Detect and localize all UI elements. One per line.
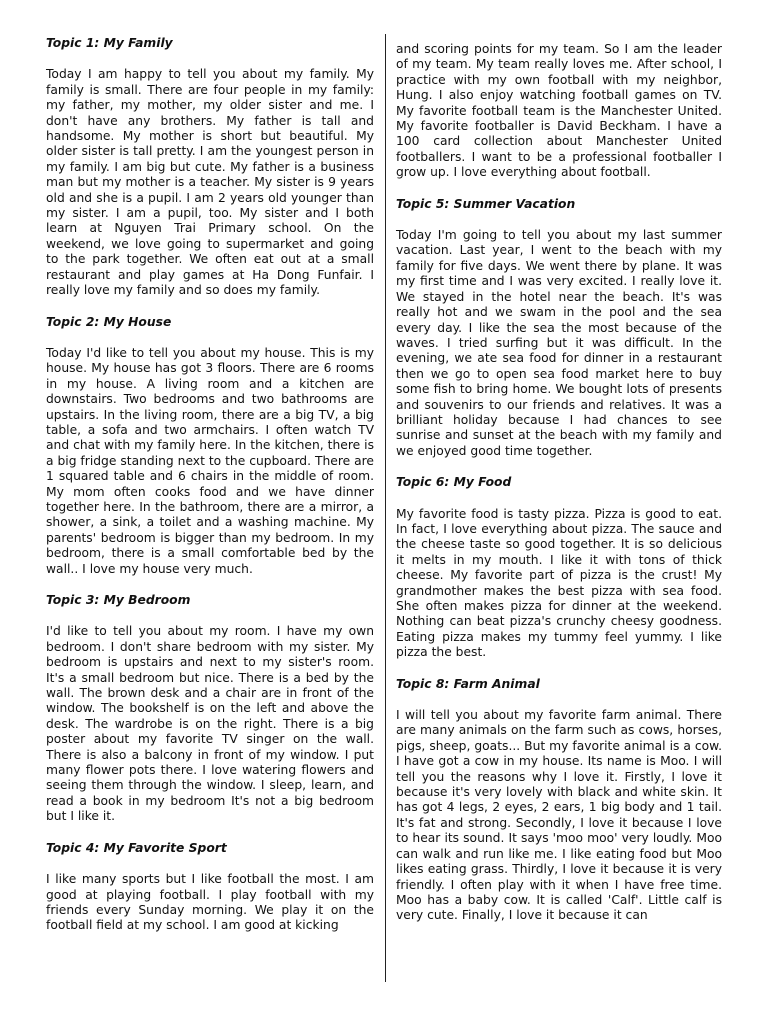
topic-4-continued-body: and scoring points for my team. So I am the leader of my team. My team really loves me. After school, I practice with my own football with my neighbor, Hung. I also enjoy watching football games on TV. My favorite football team is the Manchester United. My favorite footballer is David Beckham. I have a 100 card collection about Manchester United footballers. I want to be a professional footballer I grow up. I love everything about football. (396, 42, 722, 180)
topic-1-body: Today I am happy to tell you about my family. My family is small. There are four people in my family: my father, my mother, my older sister and me. I don't have any brothers. My father is tall and handsome. My mother is short but beautiful. My older sister is tall pretty. I am the youngest person in my family. I am big but cute. My father is a business man but my mother is a teacher. My sister is 9 years old and she is a pupil. I am 2 years old younger than my sister. I am a pupil, too. My sister and I both learn at Nguyen Trai Primary school. On the weekend, we love going to supermarket and going to the park together. We often eat out at a small restaurant and play games at Ha Dong Funfair. I really love my family and so does my family. (46, 67, 374, 298)
topic-3-title: Topic 3: My Bedroom (46, 593, 191, 607)
topic-4-title: Topic 4: My Favorite Sport (46, 840, 227, 855)
topic-6-body: My favorite food is tasty pizza. Pizza is good to eat. In fact, I love everything about pizza. The sauce and the cheese taste so good together. It is so delicious it melts in my mouth. I like it with tons of thick cheese. My favorite part of pizza is the crust! My grandmother makes the best pizza with sea food. She often makes pizza for dinner at the weekend. Nothing can beat pizza's crunchy cheesy goodness. Eating pizza makes my tummy feel yummy. I like pizza the best. (396, 506, 722, 660)
topic-5-body: Today I'm going to tell you about my last summer vacation. Last year, I went to the beach with my family for five days. We went there by plane. It was my first time and I was very excited. I really love it. We stayed in the hotel near the beach. It's was really hot and we swam in the pool and the sea every day. I like the sea the most because of the waves. I tried surfing but it was difficult. In the evening, we ate sea food for dinner in a restaurant then we go to open sea food market here to buy some fish to bring home. We bought lots of presents and souvenirs to our friends and relatives. It was a brilliant holiday because I had chances to see sunrise and sunset at the beach with my family and we enjoyed good time together. (396, 228, 722, 458)
topic-3-body: I'd like to tell you about my room. I have my own bedroom. I don't share bedroom with my sister. My bedroom is upstairs and next to my sister's room. It's a small bedroom but nice. There is a bed by the wall. The brown desk and a chair are in front of the window. The bookshelf is on the left and above the desk. The wardrobe is on the right. There is a big poster about my favorite TV singer on the wall. There is also a balcony in front of my window. I put many flower pots there. I love watering flowers and seeing them through the window. I sleep, learn, and read a book in my bedroom It's not a big bedroom but I like it. (46, 624, 374, 824)
topic-4-body: I like many sports but I like football the most. I am good at playing football. I play football with my friends every Sunday morning. We play it on the football field at my school. I am good at kicking (46, 872, 374, 933)
topic-5-title: Topic 5: Summer Vacation (396, 196, 576, 211)
column-divider (385, 34, 386, 982)
topic-8-body: I will tell you about my favorite farm animal. There are many animals on the farm such as cows, horses, pigs, sheep, goats... But my favorite animal is a cow. I have got a cow in my house. Its name is Moo. I will tell you the reasons why I love it. Firstly, I love it because it's very lovely with black and white skin. It has got 4 legs, 2 eyes, 2 ears, 1 big body and 1 tail. It's fat and strong. Secondly, I love it because I love to hear its sound. It says 'moo moo' very loudly. Moo can walk and run like me. I like eating food but Moo likes eating grass. Thirdly, I love it because it is very friendly. I often play with it when I have free time. Moo has a baby cow. It is called 'Calf'. Little calf is very cute. Finally, I love it because it can (396, 708, 722, 923)
right-column (396, 42, 722, 924)
topic-1-title: Topic 1: My Family (46, 36, 173, 50)
topic-2-body: Today I'd like to tell you about my house. This is my house. My house has got 3 floors. There are 6 rooms in my house. A living room and a kitchen are downstairs. Two bedrooms and two bathrooms are upstairs. In the living room, there are a big TV, a big table, a sofa and two armchairs. I often watch TV and chat with my family here. In the kitchen, there is a big fridge standing next to the cupboard. There are 1 squared table and 6 chairs in the middle of room. My mom often cooks food and we have dinner together here. In the bathroom, there are a mirror, a shower, a sink, a toilet and a washing machine. My parents' bedroom is bigger than my bedroom. In my bedroom, there is a small comfortable bed by the wall.. I love my house very much. (46, 345, 374, 576)
topic-6-title: Topic 6: My Food (396, 475, 512, 490)
left-column (46, 36, 374, 934)
topic-2-title: Topic 2: My House (46, 314, 172, 329)
topic-8-title: Topic 8: Farm Animal (396, 676, 540, 691)
